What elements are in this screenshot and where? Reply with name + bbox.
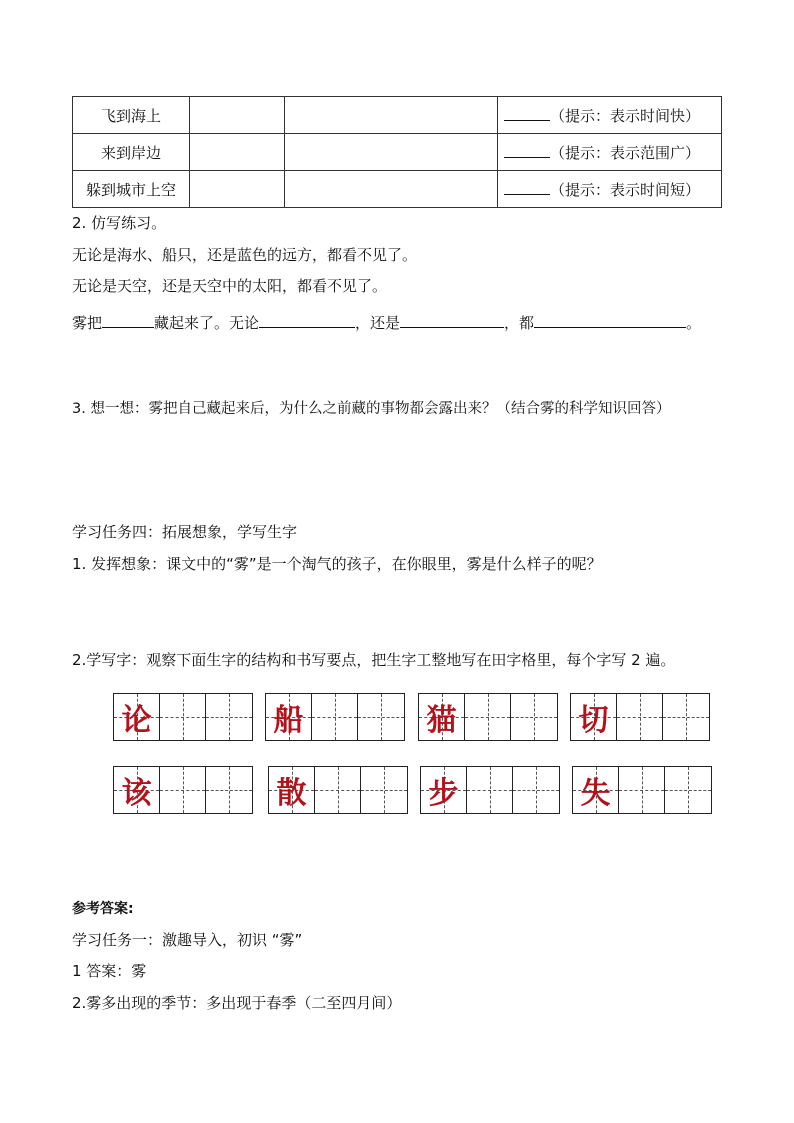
tianzige-cell[interactable] bbox=[358, 694, 404, 740]
task4-title: 学习任务四：拓展想象，学写生字 bbox=[72, 523, 298, 541]
fill-text: 藏起来了。无论 bbox=[154, 314, 260, 332]
sample-character: 该 bbox=[121, 776, 152, 811]
answer-blank[interactable] bbox=[504, 180, 550, 195]
tianzige-group bbox=[418, 693, 558, 741]
answer-2: 2.雾多出现的季节：多出现于春季（二至四月间） bbox=[72, 994, 402, 1012]
tianzige-group bbox=[265, 693, 405, 741]
fill-blank[interactable] bbox=[400, 312, 504, 328]
tianzige-cell[interactable] bbox=[465, 694, 511, 740]
tianzige-cell[interactable] bbox=[361, 767, 407, 813]
empty-cell[interactable] bbox=[190, 134, 285, 171]
sample-character: 猫 bbox=[426, 703, 457, 738]
fill-text: ，都 bbox=[504, 314, 535, 332]
think-question: 3. 想一想：雾把自己藏起来后，为什么之前藏的事物都会露出来？（结合雾的科学知识回答） bbox=[72, 401, 671, 417]
tianzige-cell bbox=[269, 767, 315, 813]
fill-blank[interactable] bbox=[534, 312, 686, 328]
tianzige-cell bbox=[573, 767, 619, 813]
hint-cell bbox=[498, 97, 722, 134]
tianzige-group bbox=[113, 693, 253, 741]
hint-cell bbox=[498, 134, 722, 171]
place-cell: 躲到城市上空 bbox=[73, 171, 190, 208]
tianzige-cell[interactable] bbox=[513, 767, 559, 813]
fill-text: 。 bbox=[686, 314, 702, 332]
answer-blank[interactable] bbox=[504, 143, 550, 158]
tianzige-cell[interactable] bbox=[467, 767, 513, 813]
sample-character: 切 bbox=[578, 703, 609, 738]
empty-cell[interactable] bbox=[285, 97, 498, 134]
empty-cell[interactable] bbox=[190, 97, 285, 134]
answers-heading: 参考答案: bbox=[72, 901, 134, 917]
example-sentence-2: 无论是天空，还是天空中的太阳，都看不见了。 bbox=[72, 277, 388, 295]
tianzige-group bbox=[268, 766, 408, 814]
fill-blank[interactable] bbox=[102, 312, 154, 328]
place-cell: 来到岸边 bbox=[73, 134, 190, 171]
hint-text: （提示：表示时间快） bbox=[550, 106, 701, 125]
imitate-title: 2. 仿写练习。 bbox=[72, 214, 167, 232]
hint-cell bbox=[498, 171, 722, 208]
fill-text: ，还是 bbox=[355, 314, 401, 332]
tianzige-cell bbox=[421, 767, 467, 813]
tianzige-cell[interactable] bbox=[663, 694, 709, 740]
sample-character: 散 bbox=[276, 776, 307, 811]
tianzige-cell[interactable] bbox=[511, 694, 557, 740]
answer-blank[interactable] bbox=[504, 106, 550, 121]
answer-1: 1 答案：雾 bbox=[72, 962, 147, 980]
empty-cell[interactable] bbox=[285, 134, 498, 171]
example-sentence-1: 无论是海水、船只，还是蓝色的远方，都看不见了。 bbox=[72, 246, 418, 264]
tianzige-cell bbox=[571, 694, 617, 740]
table-row bbox=[73, 134, 722, 171]
tianzige-cell[interactable] bbox=[617, 694, 663, 740]
tianzige-group bbox=[572, 766, 712, 814]
tianzige-cell[interactable] bbox=[206, 694, 252, 740]
fill-blank[interactable] bbox=[259, 312, 355, 328]
table-row bbox=[73, 171, 722, 208]
tianzige-cell[interactable] bbox=[665, 767, 711, 813]
tianzige-cell[interactable] bbox=[160, 767, 206, 813]
write-question: 2.学写字：观察下面生字的结构和书写要点，把生字工整地写在田字格里，每个字写 2 遍。 bbox=[72, 651, 676, 669]
tianzige-cell bbox=[114, 767, 160, 813]
tianzige-cell[interactable] bbox=[315, 767, 361, 813]
tianzige-cell[interactable] bbox=[206, 767, 252, 813]
tianzige-group bbox=[113, 766, 253, 814]
sample-character: 失 bbox=[580, 776, 611, 811]
tianzige-cell[interactable] bbox=[160, 694, 206, 740]
hint-text: （提示：表示范围广） bbox=[550, 143, 701, 162]
sample-character: 论 bbox=[121, 703, 152, 738]
empty-cell[interactable] bbox=[285, 171, 498, 208]
fill-text: 雾把 bbox=[72, 314, 103, 332]
tianzige-cell bbox=[114, 694, 160, 740]
hint-text: （提示：表示时间短） bbox=[550, 180, 701, 199]
tianzige-cell[interactable] bbox=[619, 767, 665, 813]
imagine-question: 1. 发挥想象：课文中的“雾”是一个淘气的孩子，在你眼里，雾是什么样子的呢？ bbox=[72, 555, 602, 573]
tianzige-group bbox=[420, 766, 560, 814]
tianzige-group bbox=[570, 693, 710, 741]
sample-character: 步 bbox=[428, 776, 459, 811]
tianzige-cell[interactable] bbox=[312, 694, 358, 740]
empty-cell[interactable] bbox=[190, 171, 285, 208]
sample-character: 船 bbox=[273, 703, 304, 738]
tianzige-cell bbox=[266, 694, 312, 740]
table-row bbox=[73, 97, 722, 134]
tianzige-cell bbox=[419, 694, 465, 740]
fill-sentence bbox=[72, 312, 701, 331]
fog-places-table bbox=[72, 96, 722, 208]
answers-task1: 学习任务一：激趣导入，初识 “雾” bbox=[72, 931, 303, 949]
place-cell: 飞到海上 bbox=[73, 97, 190, 134]
